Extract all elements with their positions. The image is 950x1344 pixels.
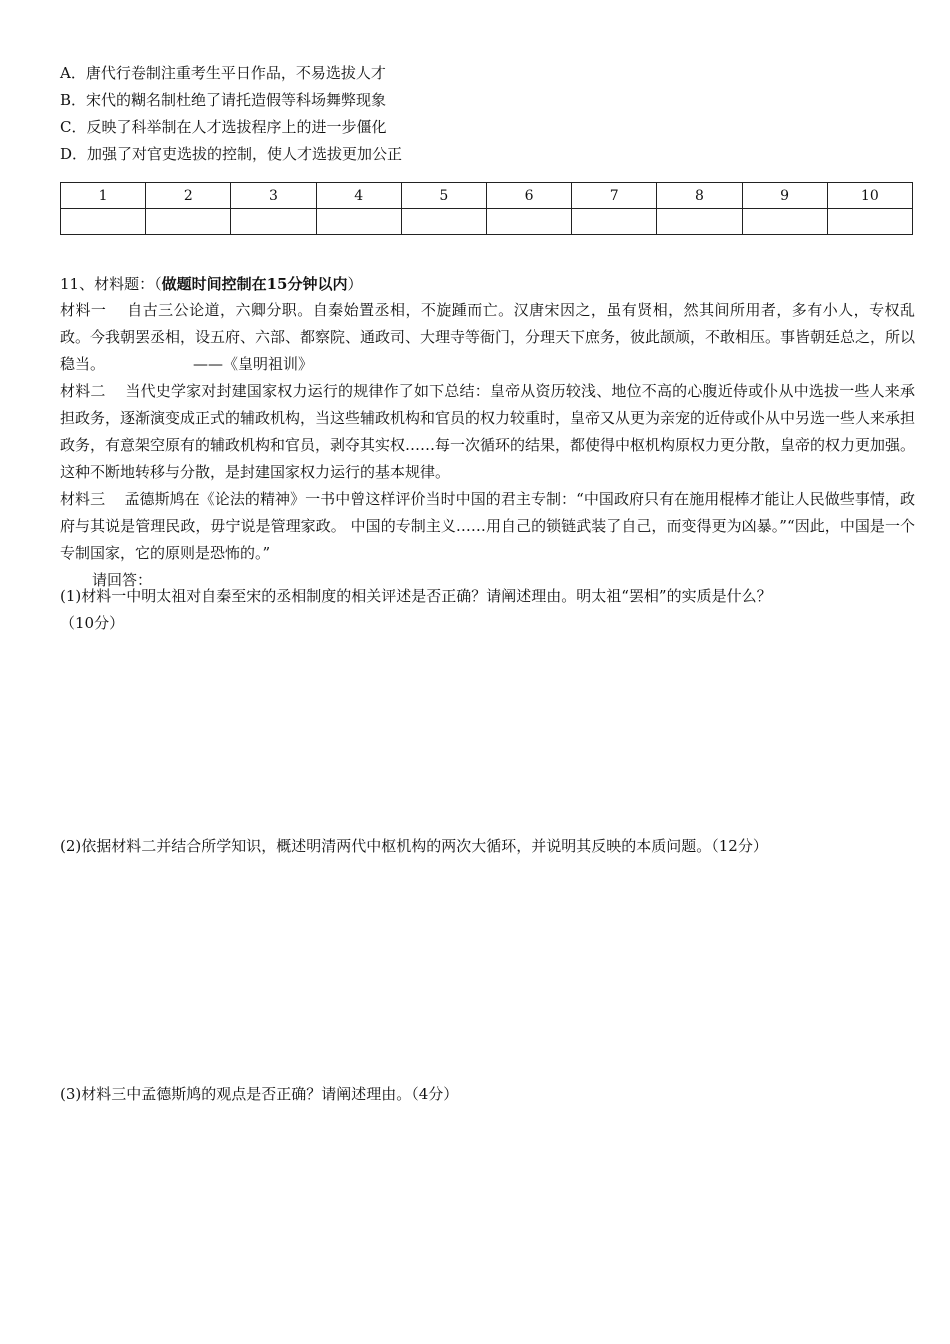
sub-question-1-score: （10分）	[60, 614, 125, 632]
time-limit-note: 做题时间控制在15分钟以内	[161, 275, 348, 293]
answer-cell[interactable]	[657, 209, 742, 235]
material-source: ——《皇明祖训》	[193, 355, 314, 373]
answer-cell[interactable]	[572, 209, 657, 235]
answer-prompt: 请回答：	[92, 571, 153, 589]
option-letter: B．	[60, 91, 87, 109]
answer-table-header-row	[61, 183, 913, 209]
material-text: 当代史学家对封建国家权力运行的规律作了如下总结：皇帝从资历较浅、地位不高的心腹近侍或仆从中选拔一些人来承担政务，逐渐演变成正式的辅政机构，当这些辅政机构和官员的权力较重时，皇帝又从更为亲宠的近侍或仆从中另选一些人来承担政务，有意架空原有的辅政机构和官员，剥夺其实权……每一次循环的结果，都使得中枢机构原权力更分散，皇帝的权力更加强。这种不断地转移与分散，是封建国家权力运行的基本规律。	[60, 382, 916, 481]
option-letter: D．	[60, 145, 88, 163]
title-suffix: ）	[347, 275, 363, 293]
option-text: 唐代行卷制注重考生平日作品，不易选拔人才	[85, 64, 386, 82]
material-1	[60, 297, 915, 378]
question-number-cell: 9	[742, 183, 827, 209]
title-prefix: 11、材料题：（	[60, 275, 162, 293]
material-text: 孟德斯鸠在《论法的精神》一书中曾这样评价当时中国的君主专制：“中国政府只有在施用棍棒才能让人民做些事情，政府与其说是管理民政，毋宁说是管理家政。 中国的专制主义……用自己的锁链武装了自己，而变得更为凶暴。”“因此，中国是一个专制国家，它的原则是恐怖的。”	[60, 490, 915, 562]
question-number-cell: 5	[401, 183, 486, 209]
material-3	[60, 486, 915, 567]
answer-table	[60, 182, 913, 235]
exam-page	[60, 60, 915, 594]
material-label: 材料二	[60, 382, 106, 400]
sub-question-1-text: (1)材料一中明太祖对自秦至宋的丞相制度的相关评述是否正确？请阐述理由。明太祖“罢相”的实质是什么？	[60, 587, 772, 605]
option-letter: A．	[60, 64, 86, 82]
sub-question-3: (3)材料三中孟德斯鸠的观点是否正确？请阐述理由。（4分）	[60, 1085, 459, 1103]
choice-options	[60, 60, 915, 168]
material-label: 材料三	[60, 490, 106, 508]
question-number-cell: 7	[572, 183, 657, 209]
answer-table-blank-row	[61, 209, 913, 235]
answer-cell[interactable]	[401, 209, 486, 235]
question-number-cell: 1	[61, 183, 146, 209]
answer-cell[interactable]	[742, 209, 827, 235]
answer-cell[interactable]	[316, 209, 401, 235]
sub-question-1	[60, 583, 920, 637]
option-text: 加强了对官吏选拔的控制，使人才选拔更加公正	[87, 145, 403, 163]
question-number-cell: 3	[231, 183, 316, 209]
question-number-cell: 2	[146, 183, 231, 209]
question-number-cell: 6	[486, 183, 571, 209]
materials	[60, 297, 915, 567]
option-text: 宋代的糊名制杜绝了请托造假等科场舞弊现象	[86, 91, 387, 109]
question-number-cell: 8	[657, 183, 742, 209]
answer-cell[interactable]	[486, 209, 571, 235]
material-text: 自古三公论道，六卿分职。自秦始置丞相，不旋踵而亡。汉唐宋因之，虽有贤相，然其间所用者，多有小人，专权乱政。今我朝罢丞相，设五府、六部、都察院、通政司、大理寺等衙门，分理天下庶务，彼此颉颃，不敢相压。事皆朝廷总之，所以稳当。	[60, 301, 916, 373]
option-letter: C．	[60, 118, 87, 136]
option-c	[60, 114, 915, 141]
sub-question-2: (2)依据材料二并结合所学知识，概述明清两代中枢机构的两次大循环，并说明其反映的本质问题。（12分）	[60, 837, 768, 855]
option-b	[60, 87, 915, 114]
question-number-cell: 10	[827, 183, 912, 209]
question-number-cell: 4	[316, 183, 401, 209]
answer-cell[interactable]	[231, 209, 316, 235]
answer-cell[interactable]	[827, 209, 912, 235]
question-11-title	[60, 272, 915, 297]
material-label: 材料一	[60, 301, 107, 319]
option-a	[60, 60, 915, 87]
option-text: 反映了科举制在人才选拔程序上的进一步僵化	[86, 118, 387, 136]
answer-cell[interactable]	[146, 209, 231, 235]
material-2	[60, 378, 915, 486]
option-d	[60, 141, 915, 168]
answer-cell[interactable]	[61, 209, 146, 235]
